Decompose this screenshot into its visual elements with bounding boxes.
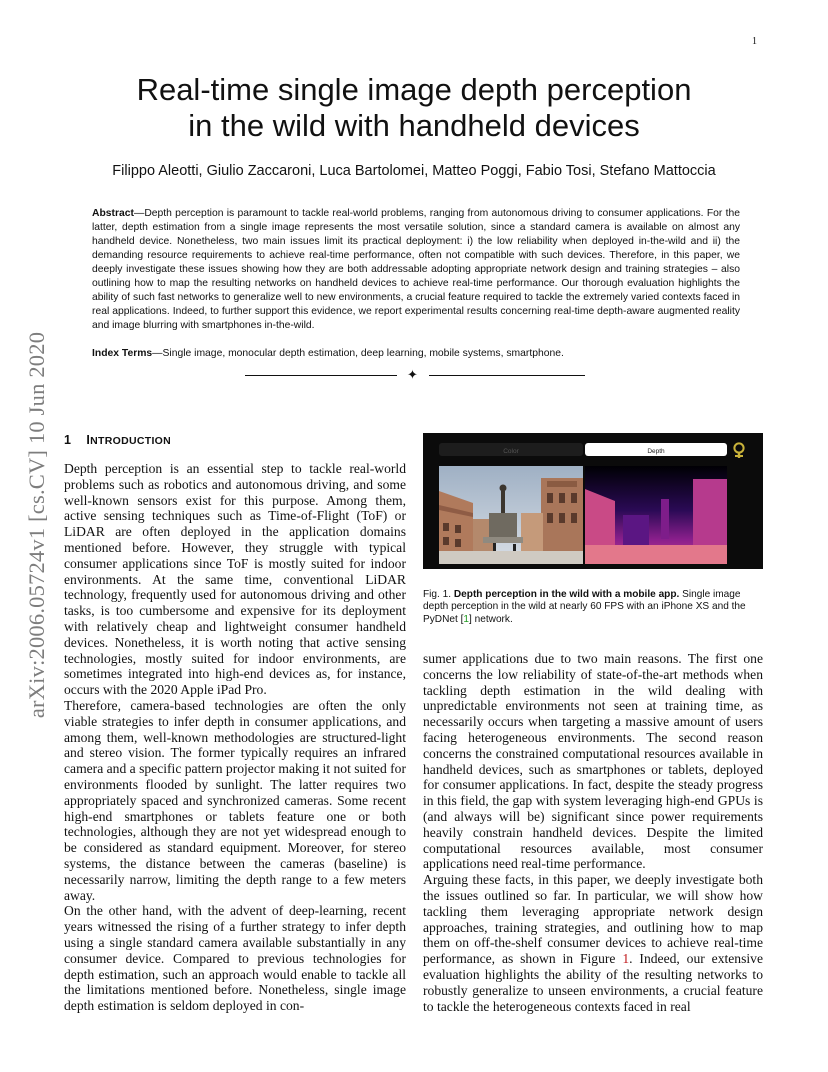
- color-tab-label: Color: [503, 448, 519, 455]
- index-terms-text: —Single image, monocular depth estimation, deep learning, mobile systems, smartphone.: [152, 348, 564, 359]
- paragraph: Depth perception is an essential step to tackle real-world problems such as robotics and autonomous driving, and some well-known sensors exist for this purpose. Among them, active sensing techniques such as Time-of-Flight (ToF) or LiDAR are often deployed in the application domains mentioned before. However, they struggle with typical consumer applications since ToF is mostly suited for indoor environments. At the same time, conventional LiDAR technology, frequently used for autonomous driving and other tasks, is too cumbersome and expensive for its deployment with relatively cheap and lightweight consumer handheld devices. Nonetheless, it is worth noting that active sensing technologies, mostly suited for indoor environments, are sometimes integrated into high-end devices as, for instance, occurs with the 2020 Apple iPad Pro.: [64, 461, 406, 698]
- arxiv-identifier-stamp: [17, 290, 57, 760]
- depth-tab-label: Depth: [647, 448, 665, 455]
- left-text-column: [64, 461, 406, 1014]
- abstract-text: —Depth perception is paramount to tackle real-world problems, ranging from autonomous driving to consumer applications. For the latter, depth estimation from a single image represents the most versatile solution, since a standard camera is available on almost any handheld device. Nonetheless, two main issues limit its practical deployment: i) the low reliability when deployed in-the-wild and ii) the demanding resource requirements to achieve real-time performance, often not compatible with such devices. Therefore, in this paper, we deeply investigate these issues showing how they are both addressable adopting appropriate network design and training strategies – also outlining how to map the resulting networks on handheld devices to achieve real-time performance. Our thorough evaluation highlights the ability of such fast networks to generalize well to new environments, a crucial feature required to tackle the extremely varied contexts faced in real applications. Indeed, to further support this evidence, we report experimental results concerning real-time depth-aware augmented reality and image blurring with smartphones in-the-wild.: [92, 208, 740, 331]
- separator-line-left: [245, 375, 397, 376]
- figure-1-caption: [423, 589, 765, 626]
- section-title-rest: NTRODUCTION: [90, 435, 172, 447]
- paragraph: [423, 872, 763, 1014]
- separator-line-right: [429, 375, 585, 376]
- author-list: Filippo Aleotti, Giulio Zaccaroni, Luca Bartolomei, Matteo Poggi, Fabio Tosi, Stefano Mattoccia: [112, 163, 716, 179]
- section-heading-introduction: [64, 433, 171, 447]
- index-terms: [92, 347, 740, 361]
- camera-photo: [439, 466, 583, 564]
- caption-label: Fig. 1.: [423, 589, 452, 600]
- paragraph-text-end: . Indeed, our extensive evaluation highlights the ability of the resulting networks to robustly generalize to unseen environments, a crucial feature to tackle the heterogeneous contexts faced in real: [423, 951, 763, 1014]
- paper-title: [0, 72, 828, 144]
- paragraph: Therefore, camera-based technologies are often the only viable strategies to infer depth in consumer applications, and among them, well-known methodologies are structured-light and stereo vision. The former typically requires an infrared camera and a specific pattern projector making it not suited for environments flooded by sunlight. The latter requires two appropriately spaced and synchronized cameras. Some recent high-end smartphones or tablets feature one or both technologies, although they are not yet widespread enough to be considered as standard equipment. Moreover, for stereo systems, the distance between the cameras (baseline) is necessarily narrow, limiting the depth range to a few meters away.: [64, 697, 406, 903]
- citation-link[interactable]: 1: [463, 613, 470, 625]
- depth-map: [585, 466, 727, 564]
- figure-reference-link[interactable]: 1: [622, 951, 630, 967]
- paragraph-text: Arguing these facts, in this paper, we deeply investigate both the issues outlined so far. In particular, we will show how tackling them leveraging appropriate network design approaches, training strategies, and outlining how to map them on off-the-shelf consumer devices to achieve real-time performance, as shown in Figure: [423, 872, 763, 967]
- section-number: 1: [64, 433, 72, 447]
- page-number: 1: [752, 36, 757, 47]
- abstract-label: Abstract: [92, 208, 134, 219]
- caption-text-end: ] network.: [469, 613, 513, 625]
- separator-ornament-icon: ✦: [407, 367, 418, 382]
- section-title-initial: I: [86, 433, 91, 447]
- index-terms-label: Index Terms: [92, 348, 153, 359]
- title-line-1: Real-time single image depth perception: [136, 72, 692, 107]
- arxiv-identifier-text: arXiv:2006.05724v1 [cs.CV] 10 Jun 2020: [24, 331, 49, 719]
- caption-text: Single image depth perception in the wild at nearly 60 FPS with an iPhone XS and the PyDNet [: [423, 589, 746, 625]
- right-text-column: [423, 651, 763, 1014]
- figure-1-app-screenshot: [423, 433, 763, 569]
- section-separator: [245, 368, 585, 382]
- paragraph: On the other hand, with the advent of deep-learning, recent years witnessed the rising of a further strategy to infer depth using a single standard camera available substantially in any consumer device. Compared to previous technologies for depth estimation, such an approach would enable to tackle all the limitations mentioned before. Nonetheless, single image depth estimation is seldom deployed in con-: [64, 903, 406, 1014]
- title-line-2: in the wild with handheld devices: [188, 108, 640, 143]
- paragraph: sumer applications due to two main reasons. The first one concerns the low reliability of state-of-the-art methods when tackling depth estimation in the wild dealing with unpredictable environments not seen at training time, as necessarily occurs when targeting a massive amount of users facing heterogeneous environments. The second reason concerns the constrained computational resources available in handheld devices, such as smartphones or tablets, deployed for consumer applications. In fact, despite the steady progress in this field, the gap with system leveraging high-end GPUs is (and always will be) significant since power requirements heavily constrain handheld devices. Despite the limited computational resources available, most consumer applications need real-time performance.: [423, 651, 763, 872]
- app-screenshot-illustration: [423, 433, 763, 569]
- abstract: [92, 207, 740, 333]
- caption-title: Depth perception in the wild with a mobile app.: [453, 589, 680, 600]
